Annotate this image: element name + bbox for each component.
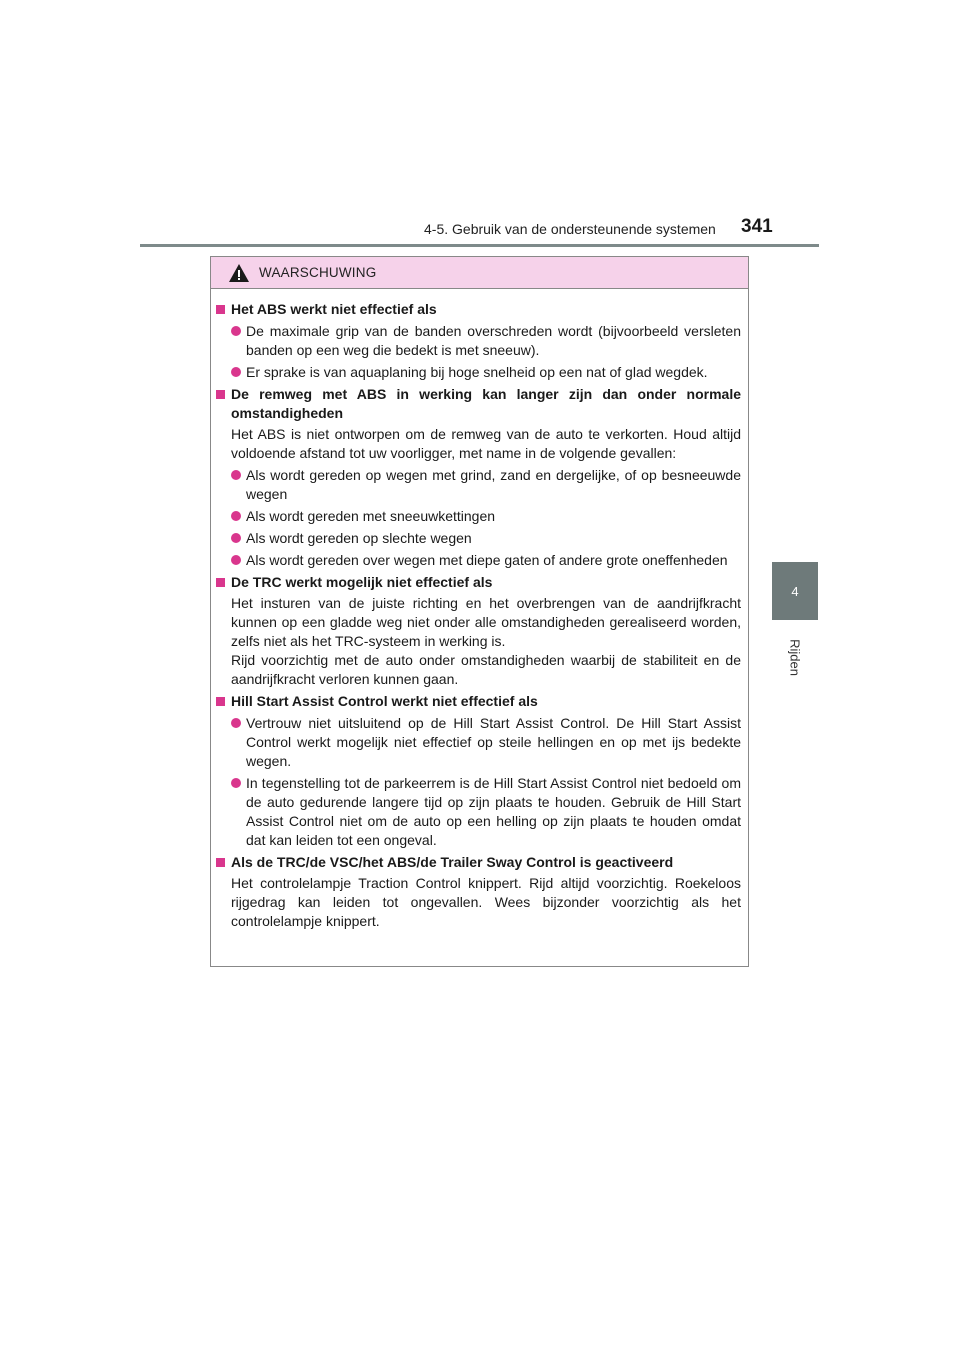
warning-section <box>216 385 741 570</box>
circle-bullet-icon <box>231 533 241 543</box>
warning-section <box>216 573 741 689</box>
list-item: Er sprake is van aquaplaning bij hoge snelheid op een nat of glad wegdek. <box>231 363 741 382</box>
section-heading: Als de TRC/de VSC/het ABS/de Trailer Sway Control is geactiveerd <box>216 853 741 872</box>
section-title: 4-5. Gebruik van de ondersteunende systemen <box>424 221 716 237</box>
list-item: Als wordt gereden met sneeuwkettingen <box>231 507 741 526</box>
section-heading: De remweg met ABS in werking kan langer zijn dan onder normale omstandigheden <box>216 385 741 423</box>
circle-bullet-icon <box>231 470 241 480</box>
chapter-label: Rijden <box>787 639 803 676</box>
warning-section <box>216 300 741 382</box>
section-paragraph: Rijd voorzichtig met de auto onder omstandigheden waarbij de stabiliteit en de aandrijfkracht verloren kunnen gaan. <box>231 652 741 687</box>
square-bullet-icon <box>216 697 225 706</box>
list-item: Vertrouw niet uitsluitend op de Hill Start Assist Control. De Hill Start Assist Control werkt mogelijk niet effectief op steile hellingen en op met ijs bedekte wegen. <box>231 714 741 771</box>
warning-title: WAARSCHUWING <box>259 265 377 280</box>
section-heading: Hill Start Assist Control werkt niet effectief als <box>216 692 741 711</box>
warning-body <box>211 289 748 931</box>
chapter-number: 4 <box>791 583 799 599</box>
square-bullet-icon <box>216 390 225 399</box>
section-heading: Het ABS werkt niet effectief als <box>216 300 741 319</box>
circle-bullet-icon <box>231 326 241 336</box>
list-item: De maximale grip van de banden overschreden wordt (bijvoorbeeld versleten banden op een weg die bedekt is met sneeuw). <box>231 322 741 360</box>
list-item: In tegenstelling tot de parkeerrem is de Hill Start Assist Control niet bedoeld om de auto gedurende langere tijd op zijn plaats te houden. Gebruik de Hill Start Assist Control niet om de auto op een helling op zijn plaats te houden omdat dat kan leiden tot een ongeval. <box>231 774 741 850</box>
list-item: Als wordt gereden op wegen met grind, zand en dergelijke, of op besneeuwde wegen <box>231 466 741 504</box>
warning-section <box>216 853 741 931</box>
square-bullet-icon <box>216 858 225 867</box>
circle-bullet-icon <box>231 778 241 788</box>
warning-triangle-icon <box>228 263 250 283</box>
warning-box <box>210 256 749 967</box>
section-paragraph: Het insturen van de juiste richting en het overbrengen van de aandrijfkracht kunnen op een gladde weg niet onder alle omstandigheden gerealiseerd worden, zelfs niet als het TRC-systeem in werking is. <box>231 595 741 649</box>
circle-bullet-icon <box>231 511 241 521</box>
warning-section <box>216 692 741 850</box>
list-item: Als wordt gereden over wegen met diepe gaten of andere grote oneffenheden <box>231 551 741 570</box>
warning-header <box>211 257 748 289</box>
circle-bullet-icon <box>231 367 241 377</box>
section-paragraph: Het ABS is niet ontworpen om de remweg van de auto te verkorten. Houd altijd voldoende afstand tot uw voorligger, met name in de volgende gevallen: <box>231 426 741 461</box>
square-bullet-icon <box>216 578 225 587</box>
header-divider <box>140 244 819 247</box>
square-bullet-icon <box>216 305 225 314</box>
circle-bullet-icon <box>231 718 241 728</box>
chapter-tab <box>772 562 818 620</box>
circle-bullet-icon <box>231 555 241 565</box>
section-heading: De TRC werkt mogelijk niet effectief als <box>216 573 741 592</box>
page-number: 341 <box>741 216 773 237</box>
section-paragraph: Het controlelampje Traction Control knippert. Rijd altijd voorzichtig. Roekeloos rijgedrag kan leiden tot ongevallen. Wees bijzonder voorzichtig als het controlelampje knippert. <box>231 875 741 929</box>
list-item: Als wordt gereden op slechte wegen <box>231 529 741 548</box>
